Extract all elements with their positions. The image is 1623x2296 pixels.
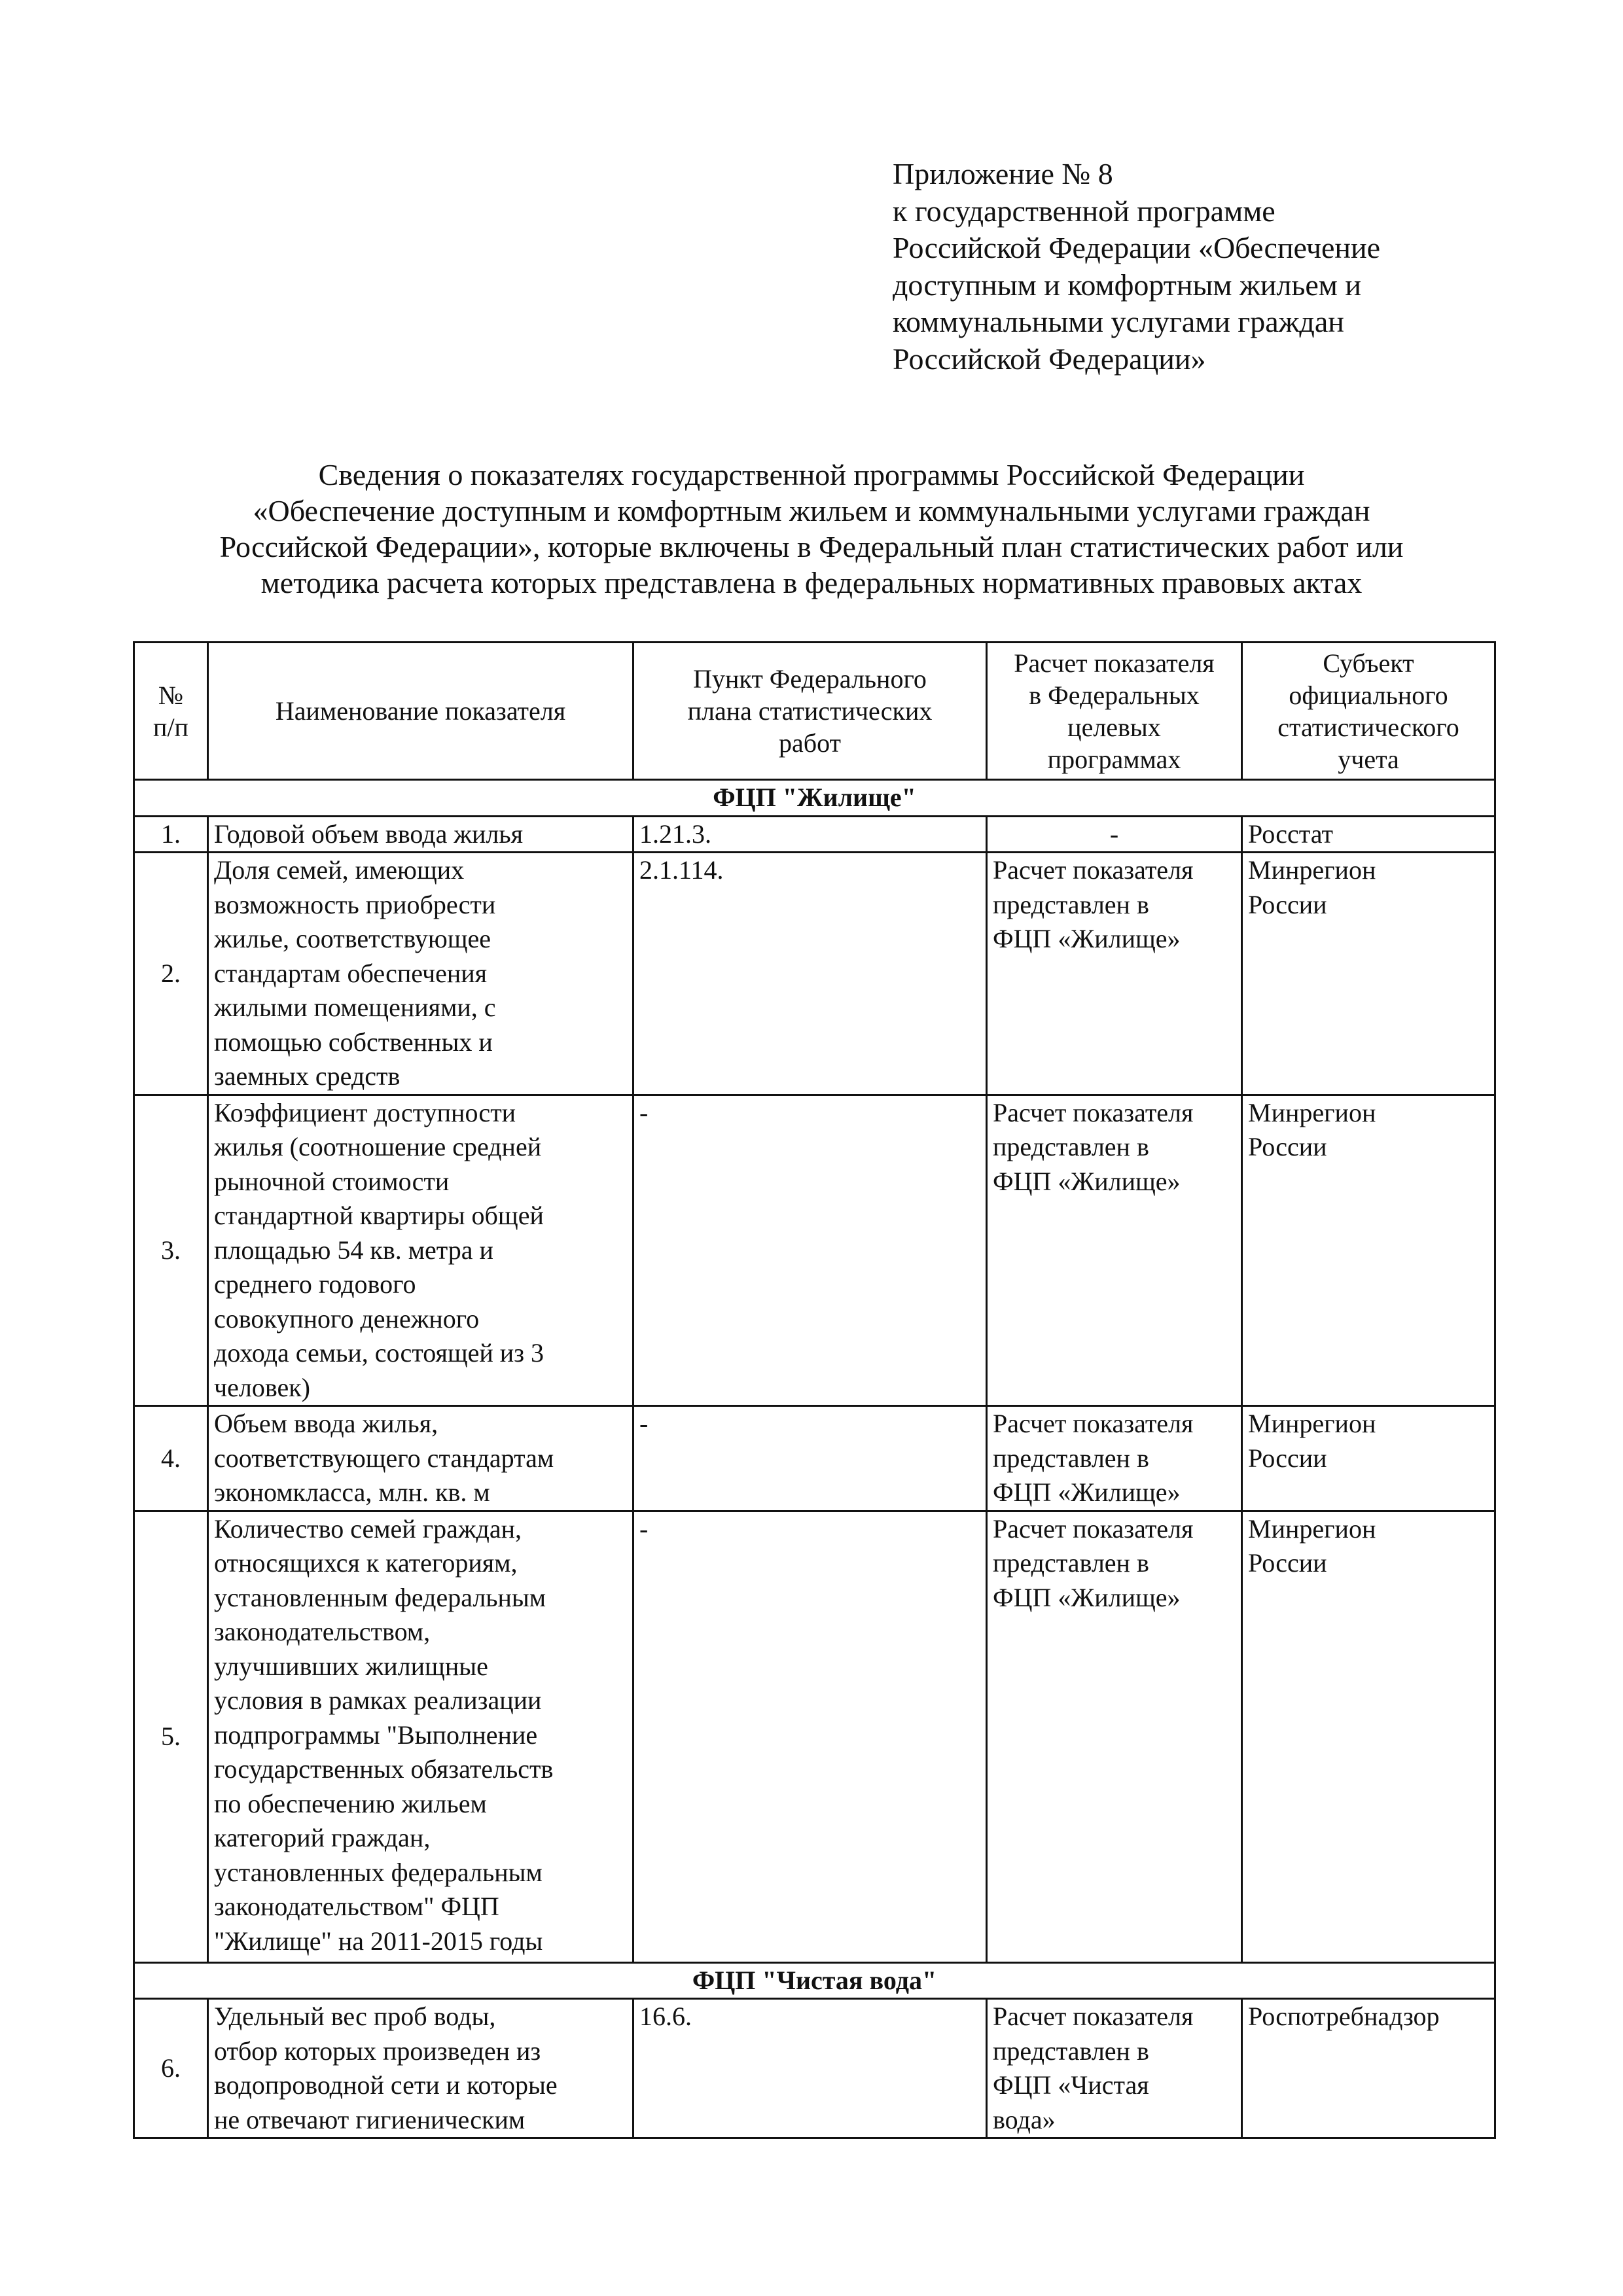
table-row: [134, 853, 1495, 1095]
row-number: 5.: [134, 1511, 208, 1962]
calc-note: Расчет показателя представлен в ФЦП «Жилище»: [987, 1511, 1242, 1962]
plan-item: 2.1.114.: [633, 853, 987, 1095]
table-row: [134, 1406, 1495, 1511]
plan-item: -: [633, 1511, 987, 1962]
row-number: 4.: [134, 1406, 208, 1511]
header-num: № п/п: [134, 643, 208, 780]
table-row: [134, 1511, 1495, 1962]
row-number: 2.: [134, 853, 208, 1095]
annex-line: Российской Федерации»: [893, 342, 1206, 376]
calc-note: Расчет показателя представлен в ФЦП «Жилище»: [987, 853, 1242, 1095]
annex-line: Приложение № 8: [893, 157, 1113, 190]
stat-subject: Минрегион России: [1242, 1406, 1495, 1511]
title-line: «Обеспечение доступным и комфортным жильем и коммунальными услугами граждан: [253, 494, 1370, 527]
section-title: ФЦП "Жилище": [134, 780, 1495, 817]
stat-subject: Минрегион России: [1242, 853, 1495, 1095]
annex-line: коммунальными услугами граждан: [893, 305, 1344, 338]
stat-subject: Минрегион России: [1242, 1511, 1495, 1962]
stat-subject: Росстат: [1242, 816, 1495, 853]
header-plan: Пункт Федерального плана статистических работ: [633, 643, 987, 780]
annex-block: [893, 156, 1521, 378]
table-row: [134, 816, 1495, 853]
indicator-name: Годовой объем ввода жилья: [208, 816, 633, 853]
indicators-table: [133, 641, 1496, 2139]
row-number: 6.: [134, 1999, 208, 2138]
header-name: Наименование показателя: [208, 643, 633, 780]
indicator-name: Удельный вес проб воды, отбор которых произведен из водопроводной сети и которые не отвечают гигиеническим: [208, 1999, 633, 2138]
calc-note: Расчет показателя представлен в ФЦП «Жилище»: [987, 1095, 1242, 1406]
indicator-name: Количество семей граждан, относящихся к категориям, установленным федеральным законодательством, улучшивших жилищные условия в рамках реализации подпрограммы "Выполнение государственных обязательств по обеспечению жильем категорий граждан, установленных федеральным законодательством" ФЦП "Жилище" на 2011-2015 годы: [208, 1511, 633, 1962]
title-line: Сведения о показателях государственной программы Российской Федерации: [318, 458, 1305, 491]
plan-item: -: [633, 1095, 987, 1406]
section-row: [134, 780, 1495, 817]
section-row: [134, 1962, 1495, 1999]
document-title: [118, 457, 1505, 601]
row-number: 3.: [134, 1095, 208, 1406]
annex-line: Российской Федерации «Обеспечение: [893, 231, 1381, 264]
title-line: Российской Федерации», которые включены в Федеральный план статистических работ или: [219, 530, 1404, 563]
stat-subject: Минрегион России: [1242, 1095, 1495, 1406]
calc-note: -: [987, 816, 1242, 853]
table-row: [134, 1095, 1495, 1406]
plan-item: -: [633, 1406, 987, 1511]
header-subject: Субъект официального статистического учета: [1242, 643, 1495, 780]
row-number: 1.: [134, 816, 208, 853]
section-title: ФЦП "Чистая вода": [134, 1962, 1495, 1999]
indicator-name: Объем ввода жилья, соответствующего стандартам экономкласса, млн. кв. м: [208, 1406, 633, 1511]
plan-item: 16.6.: [633, 1999, 987, 2138]
indicator-name: Доля семей, имеющих возможность приобрести жилье, соответствующее стандартам обеспечения жилыми помещениями, с помощью собственных и заемных средств: [208, 853, 633, 1095]
plan-item: 1.21.3.: [633, 816, 987, 853]
title-line: методика расчета которых представлена в федеральных нормативных правовых актах: [260, 566, 1363, 599]
header-calc: Расчет показателя в Федеральных целевых программах: [987, 643, 1242, 780]
annex-line: доступным и комфортным жильем и: [893, 268, 1361, 302]
calc-note: Расчет показателя представлен в ФЦП «Чистая вода»: [987, 1999, 1242, 2138]
calc-note: Расчет показателя представлен в ФЦП «Жилище»: [987, 1406, 1242, 1511]
indicator-name: Коэффициент доступности жилья (соотношение средней рыночной стоимости стандартной квартиры общей площадью 54 кв. метра и среднего годового совокупного денежного дохода семьи, состоящей из 3 человек): [208, 1095, 633, 1406]
annex-line: к государственной программе: [893, 194, 1275, 228]
table-row: [134, 1999, 1495, 2138]
stat-subject: Роспотребнадзор: [1242, 1999, 1495, 2138]
header-row: [134, 643, 1495, 780]
